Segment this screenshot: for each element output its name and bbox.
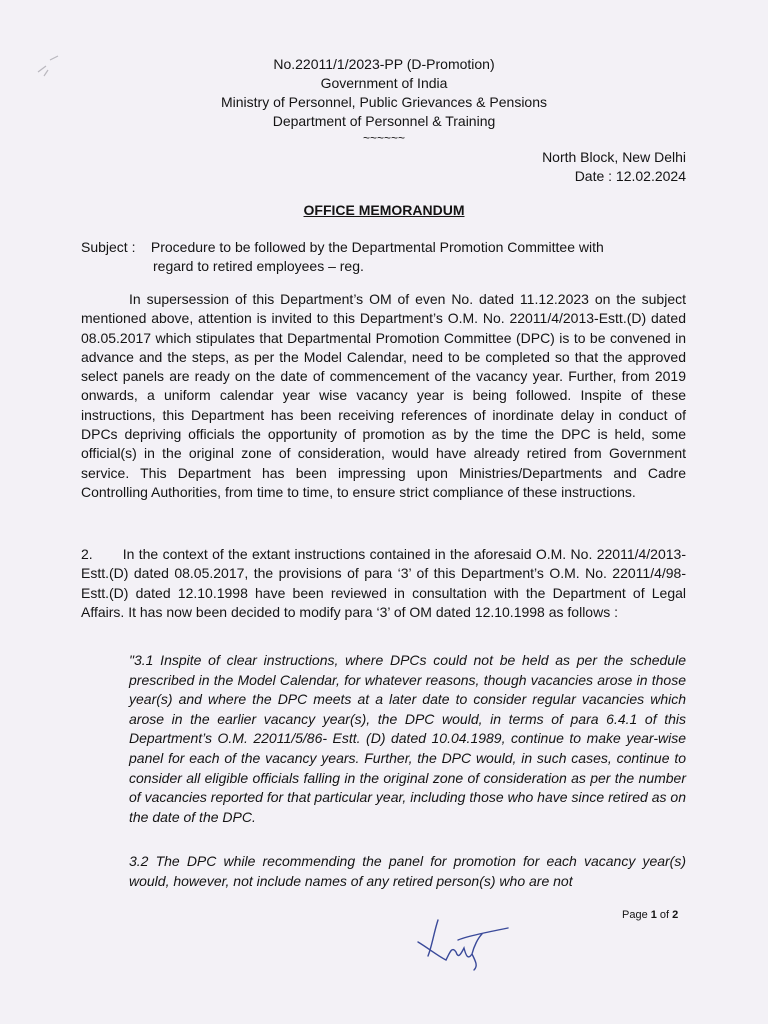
- quoted-para-3-2: 3.2 The DPC while recommending the panel for promotion for each vacancy year(s) would, however, not include names of any retired person(s) who are not: [129, 853, 686, 889]
- page-of: of: [656, 909, 673, 921]
- page-prefix: Page: [622, 909, 651, 921]
- signature: [398, 912, 518, 972]
- page-number: [622, 909, 678, 921]
- letterhead: [0, 55, 768, 145]
- quoted-para-3-1: "3.1 Inspite of clear instructions, where DPCs could not be held as per the schedule prescribed in the Model Calendar, for whatever reasons, though vacancies arose in those year(s) and where the DPC meets at a later date to consider regular vacancies which arose in the earlier vacancy year(s), the DPC would, in terms of para 6.4.1 of this Department’s O.M. 22011/5/86- Estt. (D) dated 10.04.1989, continue to make year-wise panel for each of the vacancy years. Further, the DPC would, in such cases, continue to consider all eligible officials falling in the original zone of consideration as per the number of vacancies reported for that particular year, including those who have since retired as on the date of the DPC.: [129, 652, 686, 825]
- paragraph-1: [81, 290, 686, 502]
- subject-line-1: Procedure to be followed by the Departmental Promotion Committee with: [150, 239, 604, 255]
- page-current: 1: [650, 909, 657, 921]
- subject-block: [81, 238, 686, 276]
- paragraph-1-text: In supersession of this Department’s OM of even No. dated 11.12.2023 on the subject mentioned above, attention is invited to this Department’s O.M. No. 22011/4/2013-Estt.(D) dated 08.05.2017 which stipulates that Departmental Promotion Committee (DPC) is to be convened in advance and the steps, as per the Model Calendar, need to be completed so that the approved select panels are ready on the date of commencement of the vacancy year. Further, from 2019 onwards, a uniform calendar year wise vacancy year is being followed. Inspite of these instructions, this Department has been receiving references of inordinate delay in conduct of DPCs depriving officials the opportunity of promotion as by the time the DPC is held, some official(s) in the original zone of consideration, would have already retired from Government service. This Department has been impressing upon Ministries/Departments and Cadre Controlling Authorities, from time to time, to ensure strict compliance of these instructions.: [81, 291, 686, 500]
- place-date-block: [542, 148, 686, 186]
- paragraph-2: [81, 545, 686, 622]
- department-name: Department of Personnel & Training: [272, 113, 496, 129]
- subject-line-2: regard to retired employees – reg.: [153, 258, 364, 274]
- government-name: Government of India: [320, 75, 448, 91]
- reference-number: No.22011/1/2023-PP (D-Promotion): [273, 56, 495, 72]
- ministry-name: Ministry of Personnel, Public Grievances & Pensions: [220, 94, 548, 110]
- paragraph-2-text: In the context of the extant instructions contained in the aforesaid O.M. No. 22011/4/2013-Estt.(D) dated 08.05.2017, the provisions of para ‘3’ of this Department’s O.M. No. 22011/4/98-Estt.(D) dated 12.10.1998 have been reviewed in consultation with the Department of Legal Affairs. It has now been decided to modify para ‘3’ of OM dated 12.10.1998 as follows :: [81, 546, 686, 620]
- subject-label: Subject :: [81, 239, 136, 255]
- document-title: OFFICE MEMORANDUM: [303, 202, 465, 218]
- date: Date : 12.02.2024: [574, 168, 686, 184]
- page-total: 2: [672, 909, 679, 921]
- separator: ~~~~~~: [362, 131, 406, 145]
- place: North Block, New Delhi: [542, 149, 686, 165]
- paragraph-2-number: 2.: [81, 546, 93, 562]
